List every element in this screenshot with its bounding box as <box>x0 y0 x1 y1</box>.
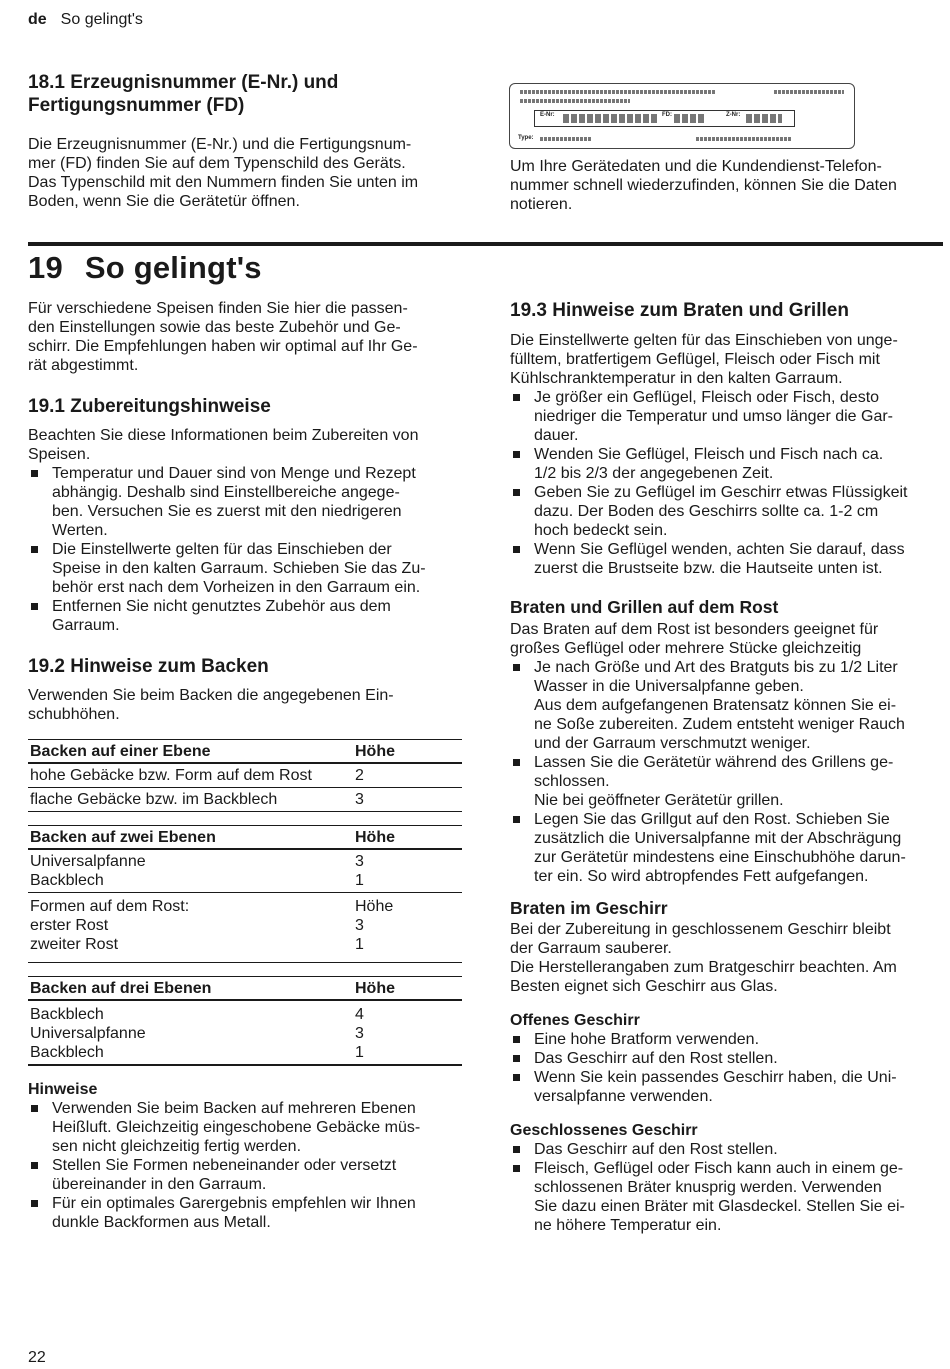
list-item-line: niedriger die Temperatur und umso länger die Gar- <box>534 408 894 425</box>
list-item-line: dunkle Backformen aus Metall. <box>52 1214 271 1231</box>
intro-line: schirr. Die Empfehlungen haben wir optimal auf Ihr Ge- <box>28 338 418 355</box>
table-cell: 3 <box>355 791 364 808</box>
table-header-cell: Höhe <box>355 829 395 846</box>
grill-rack-list <box>510 658 946 886</box>
table-cell: zweiter Rost <box>30 936 119 953</box>
table-header-cell: Backen auf zwei Ebenen <box>30 829 216 846</box>
section-19-3-lead: Die Einstellwerte gelten für das Einschieben von unge- <box>510 332 898 349</box>
section-19-1-lead: Speisen. <box>28 446 91 463</box>
section-19-3-heading: 19.3 Hinweise zum Braten und Grillen <box>510 300 849 321</box>
table-header-cell: Höhe <box>355 980 395 997</box>
table-cell: hohe Gebäcke bzw. Form auf dem Rost <box>30 767 312 784</box>
table-row-group <box>28 893 462 956</box>
list-item-line: abhängig. Deshalb sind Einstellbereiche angege- <box>52 484 400 501</box>
table-cell: flache Gebäcke bzw. im Backblech <box>30 791 278 808</box>
list-item-line: Das Geschirr auf den Rost stellen. <box>534 1141 778 1158</box>
baking-notes-list <box>28 1099 464 1232</box>
list-item-line: Entfernen Sie nicht genutztes Zubehör aus dem <box>52 598 391 615</box>
list-item-line: Je nach Größe und Art des Bratguts bis zu 1/2 Liter <box>534 659 898 676</box>
list-item <box>28 597 464 635</box>
section-19-3-lead: fülltem, bratfertigem Geflügel, Fleisch oder Fisch mit <box>510 351 880 368</box>
list-item-line: zuerst die Brustseite bzw. die Hautseite unten ist. <box>534 560 883 577</box>
baking-table-three-levels <box>28 976 462 1066</box>
page-number: 22 <box>28 1349 46 1366</box>
list-item-line: Werten. <box>52 522 108 539</box>
chapter-name: So gelingt's <box>84 250 262 285</box>
section-18-1-body-line: Boden, wenn Sie die Gerätetür öffnen. <box>28 193 300 210</box>
list-item-line: Wenn Sie Geflügel wenden, achten Sie darauf, dass <box>534 541 905 558</box>
list-item-line: Geben Sie zu Geflügel im Geschirr etwas Flüssigkeit <box>534 484 908 501</box>
section-18-1-heading-line-2: Fertigungsnummer (FD) <box>28 95 245 116</box>
list-item <box>510 1159 946 1235</box>
type-plate-illustration <box>509 83 855 149</box>
list-item <box>510 445 946 483</box>
list-item-line: Nie bei geöffneter Gerätetür grillen. <box>534 792 784 809</box>
table-row <box>30 1024 462 1043</box>
list-item-line: Garraum. <box>52 617 120 634</box>
list-item-line: sen nicht gleichzeitig fertig werden. <box>52 1138 302 1155</box>
list-item <box>28 1099 464 1156</box>
list-item <box>510 1030 946 1049</box>
table-cell: Universalpfanne <box>30 853 146 870</box>
right-column <box>510 300 946 1235</box>
list-item <box>28 1194 464 1232</box>
section-18-1-body-line: Die Erzeugnisnummer (E-Nr.) und die Fertigungsnum- <box>28 136 412 153</box>
list-item <box>510 540 946 578</box>
table-cell: 1 <box>355 936 364 953</box>
table-header-cell: Höhe <box>355 743 395 760</box>
table-row-group <box>28 1001 462 1064</box>
list-item <box>28 464 464 540</box>
list-item-line: schlossen. <box>534 773 610 790</box>
intro-line: den Einstellungen sowie das beste Zubehör und Ge- <box>28 319 401 336</box>
roasting-dish-heading: Braten im Geschirr <box>510 898 668 918</box>
list-item-line: Wasser in die Universalpfanne geben. <box>534 678 804 695</box>
list-item-line: Fleisch, Geflügel oder Fisch kann auch in einem ge- <box>534 1160 904 1177</box>
open-dish-list <box>510 1030 946 1106</box>
list-item-line: und der Garraum verschmutzt weniger. <box>534 735 811 752</box>
grill-rack-lead: großes Geflügel oder mehrere Stücke gleichzeitig <box>510 640 862 657</box>
list-item-line: Wenn Sie kein passendes Geschirr haben, die Uni- <box>534 1069 897 1086</box>
list-item <box>510 1049 946 1068</box>
section-18-1-body-line: Das Typenschild mit den Nummern finden Sie unten im <box>28 174 419 191</box>
table-cell: 1 <box>355 872 364 889</box>
page-header <box>28 11 143 29</box>
plate-label-type: Type: <box>518 135 534 141</box>
left-column <box>28 299 464 1232</box>
list-item-line: hoch bedeckt sein. <box>534 522 668 539</box>
list-item-line: schlossenen Bräter knusprig werden. Verwenden <box>534 1179 882 1196</box>
list-item-line: Legen Sie das Grillgut auf den Rost. Schieben Sie <box>534 811 890 828</box>
list-item <box>510 388 946 445</box>
list-item <box>510 483 946 540</box>
intro-line: Für verschiedene Speisen finden Sie hier die passen- <box>28 300 408 317</box>
list-item <box>510 1068 946 1106</box>
closed-dish-list <box>510 1140 946 1235</box>
list-item-line: Verwenden Sie beim Backen auf mehreren Ebenen <box>52 1100 416 1117</box>
table-cell: Backblech <box>30 1044 104 1061</box>
list-item-line: Die Einstellwerte gelten für das Einschieben der <box>52 541 392 558</box>
list-item-line: Stellen Sie Formen nebeneinander oder versetzt <box>52 1157 397 1174</box>
table-row <box>28 764 462 787</box>
list-item-line: Je größer ein Geflügel, Fleisch oder Fisch, desto <box>534 389 880 406</box>
list-item <box>510 658 946 753</box>
list-item-line: zusätzlich die Universalpfanne mit der Abschrägung <box>534 830 902 847</box>
table-cell: Universalpfanne <box>30 1025 146 1042</box>
list-item-line: versalpfanne verwenden. <box>534 1088 713 1105</box>
section-19-3-list <box>510 388 946 578</box>
list-item-line: ter ein. So wird abtropfendes Fett aufgefangen. <box>534 868 869 885</box>
table-cell: 3 <box>355 1025 364 1042</box>
table-row <box>30 935 462 954</box>
grill-rack-heading: Braten und Grillen auf dem Rost <box>510 597 779 617</box>
list-item <box>510 1140 946 1159</box>
list-item-line: Wenden Sie Geflügel, Fleisch und Fisch nach ca. <box>534 446 884 463</box>
open-dish-heading: Offenes Geschirr <box>510 1012 640 1029</box>
list-item-line: Heißluft. Gleichzeitig eingeschobene Gebäcke müs- <box>52 1119 421 1136</box>
plate-label-fd: FD: <box>662 112 672 118</box>
grill-rack-lead: Das Braten auf dem Rost ist besonders geeignet für <box>510 621 879 638</box>
roasting-dish-lead: Bei der Zubereitung in geschlossenem Geschirr bleibt <box>510 921 891 938</box>
table-cell: 2 <box>355 767 364 784</box>
note-line: notieren. <box>510 196 573 213</box>
intro-line: rät abgestimmt. <box>28 357 139 374</box>
roasting-dish-lead: der Garraum sauberer. <box>510 940 672 957</box>
baking-table-one-level <box>28 739 462 812</box>
note-line: Um Ihre Gerätedaten und die Kundendienst-Telefon- <box>510 158 882 175</box>
table-cell: 4 <box>355 1006 364 1023</box>
table-cell: 1 <box>355 1044 364 1061</box>
language-tag: de <box>28 11 47 28</box>
closed-dish-heading: Geschlossenes Geschirr <box>510 1122 698 1139</box>
table-cell: 3 <box>355 853 364 870</box>
section-19-1-heading: 19.1 Zubereitungshinweise <box>28 396 271 417</box>
type-plate-note <box>510 157 940 214</box>
table-row <box>30 1005 462 1024</box>
baking-table-two-levels <box>28 825 462 963</box>
table-cell: erster Rost <box>30 917 109 934</box>
section-18-1-body-line: mer (FD) finden Sie auf dem Typenschild des Geräts. <box>28 155 406 172</box>
table-header-cell: Backen auf drei Ebenen <box>30 980 212 997</box>
table-row-group <box>28 850 462 892</box>
list-item-line: Für ein optimales Garergebnis empfehlen wir Ihnen <box>52 1195 416 1212</box>
section-19-3-lead: Kühlschranktemperatur in den kalten Garraum. <box>510 370 843 387</box>
table-cell: 3 <box>355 917 364 934</box>
section-18-1-heading-line-1: 18.1 Erzeugnisnummer (E-Nr.) und <box>28 72 339 93</box>
list-item-line: ne Soße zubereiten. Zudem entsteht weniger Rauch <box>534 716 905 733</box>
list-item-line: Temperatur und Dauer sind von Menge und Rezept <box>52 465 416 482</box>
table-row <box>30 1043 462 1062</box>
roasting-dish-lead: Besten eignet sich Geschirr aus Glas. <box>510 978 778 995</box>
section-18-1 <box>28 71 468 211</box>
section-19-2-lead: Verwenden Sie beim Backen die angegebenen Ein- <box>28 687 394 704</box>
chapter-title <box>28 250 262 286</box>
table-cell: Backblech <box>30 872 104 889</box>
section-19-2-heading: 19.2 Hinweise zum Backen <box>28 656 269 677</box>
section-19-1-list <box>28 464 464 635</box>
list-item-line: dauer. <box>534 427 579 444</box>
list-item <box>28 540 464 597</box>
table-row <box>30 897 462 916</box>
table-cell: Höhe <box>355 898 394 915</box>
list-item-line: behör erst nach dem Vorheizen in den Garraum ein. <box>52 579 421 596</box>
table-row <box>30 916 462 935</box>
table-header <box>28 826 462 848</box>
baking-notes-heading: Hinweise <box>28 1081 98 1098</box>
table-row <box>30 871 462 890</box>
list-item <box>28 1156 464 1194</box>
list-item-line: Das Geschirr auf den Rost stellen. <box>534 1050 778 1067</box>
roasting-dish-lead: Die Herstellerangaben zum Bratgeschirr beachten. Am <box>510 959 897 976</box>
list-item-line: ne höhere Temperatur ein. <box>534 1217 722 1234</box>
table-cell: Backblech <box>30 1006 104 1023</box>
list-item-line: Speise in den kalten Garraum. Schieben Sie das Zu- <box>52 560 426 577</box>
list-item-line: 1/2 bis 2/3 der angegebenen Zeit. <box>534 465 774 482</box>
table-row <box>28 788 462 811</box>
plate-label-enr: E-Nr: <box>540 112 555 118</box>
note-line: nummer schnell wiederzufinden, können Sie die Daten <box>510 177 897 194</box>
section-19-2-lead: schubhöhen. <box>28 706 120 723</box>
table-row <box>30 852 462 871</box>
table-header <box>28 977 462 999</box>
section-19-1-lead: Beachten Sie diese Informationen beim Zubereiten von <box>28 427 419 444</box>
list-item-line: ben. Versuchen Sie es zuerst mit den niedrigeren <box>52 503 402 520</box>
plate-label-znr: Z-Nr: <box>726 112 741 118</box>
table-header-cell: Backen auf einer Ebene <box>30 743 211 760</box>
chapter-rule <box>28 242 943 246</box>
list-item <box>510 810 946 886</box>
list-item-line: Sie dazu einen Bräter mit Glasdeckel. Stellen Sie ei- <box>534 1198 905 1215</box>
header-title: So gelingt's <box>60 11 143 28</box>
table-cell: Formen auf dem Rost: <box>30 898 190 915</box>
list-item-line: zur Gerätetür mindestens eine Einschubhöhe darun- <box>534 849 906 866</box>
list-item-line: Aus dem aufgefangenen Bratensatz können Sie ei- <box>534 697 897 714</box>
list-item-line: Eine hohe Bratform verwenden. <box>534 1031 760 1048</box>
list-item <box>510 753 946 810</box>
table-header <box>28 740 462 762</box>
list-item-line: dazu. Der Boden des Geschirrs sollte ca. 1-2 cm <box>534 503 879 520</box>
list-item-line: Lassen Sie die Gerätetür während des Grillens ge- <box>534 754 894 771</box>
list-item-line: übereinander in den Garraum. <box>52 1176 267 1193</box>
chapter-number: 19 <box>28 250 63 285</box>
